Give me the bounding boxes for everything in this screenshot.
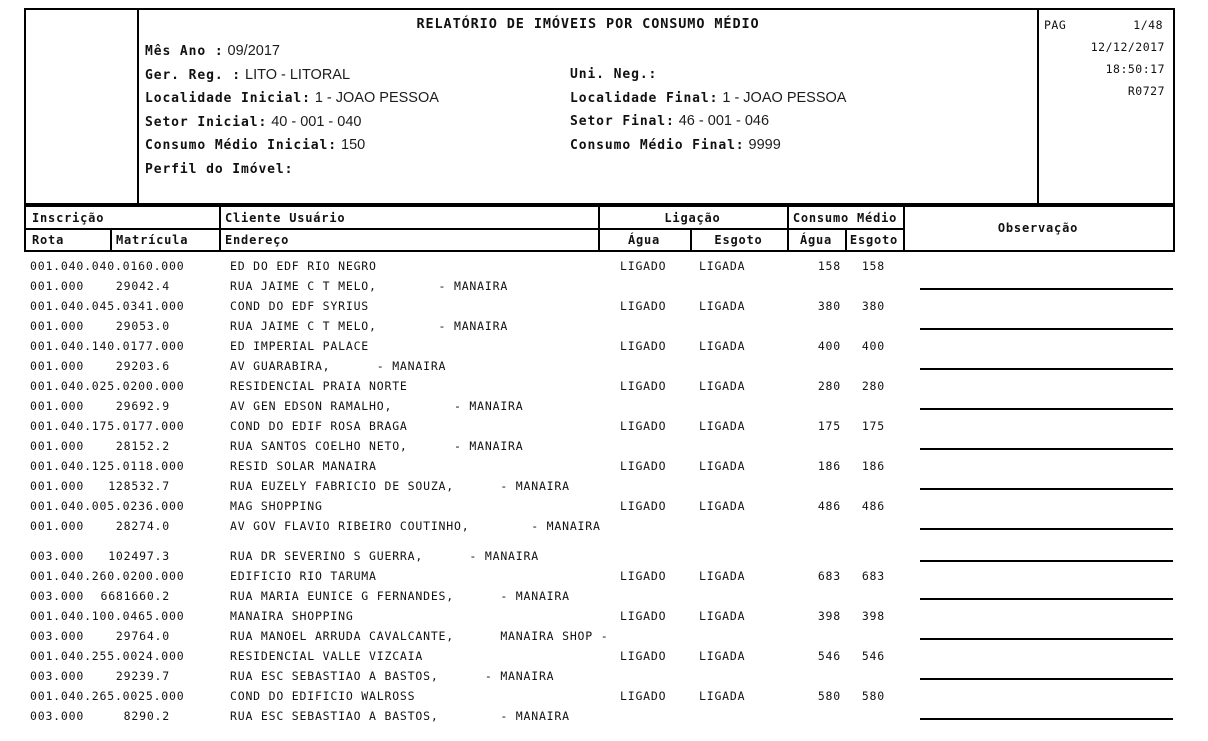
cell-endereco: RUA JAIME C T MELO, - MANAIRA [230,319,509,333]
page-number: 1/48 [1133,18,1163,32]
cell-endereco: AV GOV FLAVIO RIBEIRO COUTINHO, - MANAIRA [230,519,601,533]
cell-cliente: EDIFICIO RIO TARUMA [230,569,377,583]
filter-value [293,161,297,177]
table-record [24,416,1175,456]
filter-label: Setor Inicial: [145,114,268,130]
cell-consumo-agua: 175 [817,419,841,433]
cell-ligacao-esgoto: LIGADA [699,689,746,703]
filter-row [570,61,846,85]
cell-cliente: COND DO EDF SYRIUS [230,299,370,313]
cell-ligacao-agua: LIGADO [620,259,667,273]
cell-ligacao-agua: LIGADO [620,569,667,583]
cell-cliente: MANAIRA SHOPPING [230,609,354,623]
filter-label: Perfil do Imóvel: [145,161,294,177]
table-body [24,256,1175,726]
observacao-writing-line [920,288,1173,290]
page-label: PAG [1044,18,1067,32]
record-line-main [24,336,1175,356]
table-record [24,376,1175,416]
record-line-main [24,646,1175,666]
record-line-address [24,516,1175,536]
observacao-writing-line [920,528,1173,530]
cell-ligacao-esgoto: LIGADA [699,299,746,313]
filter-row [570,85,846,109]
cell-consumo-esgoto: 175 [861,419,885,433]
cell-inscricao: 001.040.125.0118.000 [30,459,185,473]
cell-endereco: RUA EUZELY FABRICIO DE SOUZA, - MANAIRA [230,479,570,493]
cell-cliente: ED DO EDF RIO NEGRO [230,259,377,273]
cell-ligacao-esgoto: LIGADA [699,569,746,583]
cell-matricula: 29692.9 [115,399,170,413]
cell-consumo-esgoto: 580 [861,689,885,703]
record-line-address [24,436,1175,456]
filter-label: Setor Final: [570,114,675,130]
cell-endereco: RUA ESC SEBASTIAO A BASTOS, - MANAIRA [230,669,555,683]
record-line-main [24,256,1175,276]
cell-inscricao: 001.040.025.0200.000 [30,379,185,393]
table-record [24,336,1175,376]
cell-consumo-esgoto: 400 [861,339,885,353]
cell-rota: 001.000 [30,519,85,533]
cell-consumo-agua: 486 [817,499,841,513]
cell-ligacao-agua: LIGADO [620,689,667,703]
cell-consumo-agua: 683 [817,569,841,583]
header-consumo-agua: Água [799,233,833,247]
report-time: 18:50:17 [1105,62,1165,76]
cell-endereco: AV GEN EDSON RAMALHO, - MANAIRA [230,399,524,413]
cell-rota: 001.000 [30,399,85,413]
cell-ligacao-agua: LIGADO [620,379,667,393]
cell-ligacao-agua: LIGADO [620,339,667,353]
filter-label: Uni. Neg.: [570,67,658,82]
observacao-writing-line [920,368,1173,370]
cell-matricula: 29042.4 [115,279,170,293]
record-line-address [24,396,1175,416]
filter-label: Localidade Inicial: [145,91,311,107]
observacao-writing-line [920,638,1173,640]
record-line-address [24,586,1175,606]
cell-matricula: 28274.0 [115,519,170,533]
cell-inscricao: 001.040.265.0025.000 [30,689,185,703]
cell-inscricao: 001.040.005.0236.000 [30,499,185,513]
record-line-address [24,356,1175,376]
cell-ligacao-esgoto: LIGADA [699,499,746,513]
filter-row [570,108,846,132]
header-matricula: Matrícula [116,233,189,247]
cell-consumo-esgoto: 186 [861,459,885,473]
cell-ligacao-agua: LIGADO [620,459,667,473]
filter-label: Consumo Médio Inicial: [145,138,337,154]
cell-consumo-agua: 280 [817,379,841,393]
cell-endereco: AV GUARABIRA, - MANAIRA [230,359,447,373]
page-info [1039,14,1175,102]
cell-rota: 003.000 [30,589,85,603]
cell-inscricao: 001.040.040.0160.000 [30,259,185,273]
observacao-writing-line [920,408,1173,410]
cell-consumo-agua: 580 [817,689,841,703]
record-line-main [24,496,1175,516]
filter-value: 1 - JOAO PESSOA [722,89,847,106]
table-record [24,646,1175,686]
header-rota: Rota [32,233,65,247]
cell-consumo-esgoto: 280 [861,379,885,393]
observacao-writing-line [920,598,1173,600]
header-consumo-medio: Consumo Médio [792,211,898,225]
record-line-address [24,626,1175,646]
cell-consumo-agua: 380 [817,299,841,313]
page-title: RELATÓRIO DE IMÓVEIS POR CONSUMO MÉDIO [416,16,760,32]
table-record [24,686,1175,726]
record-line-address [24,276,1175,296]
cell-matricula: 29053.0 [115,319,170,333]
cell-matricula: 128532.7 [108,479,170,493]
cell-endereco: RUA JAIME C T MELO, - MANAIRA [230,279,509,293]
cell-consumo-esgoto: 398 [861,609,885,623]
cell-rota: 001.000 [30,359,85,373]
record-line-address [24,706,1175,726]
filters-right [570,61,846,155]
header-ligacao: Ligação [664,211,721,225]
filter-value: 09/2017 [227,43,280,59]
cell-inscricao: 001.040.260.0200.000 [30,569,185,583]
cell-consumo-esgoto: 683 [861,569,885,583]
cell-ligacao-agua: LIGADO [620,499,667,513]
report-header [24,8,1175,205]
cell-matricula: 29239.7 [115,669,170,683]
cell-ligacao-esgoto: LIGADA [699,379,746,393]
cell-endereco: RUA MANOEL ARRUDA CAVALCANTE, MANAIRA SHOP - [230,629,609,643]
header-inscricao: Inscrição [32,211,105,225]
table-header [24,205,1175,252]
report-code: R0727 [1127,84,1165,98]
table-record [24,456,1175,496]
observacao-writing-line [920,328,1173,330]
filters-left [145,38,439,180]
filter-value: 1 - JOAO PESSOA [314,90,439,107]
cell-consumo-esgoto: 486 [861,499,885,513]
cell-cliente: MAG SHOPPING [230,499,323,513]
observacao-writing-line [920,448,1173,450]
cell-consumo-agua: 546 [817,649,841,663]
cell-inscricao: 001.040.100.0465.000 [30,609,185,623]
cell-matricula: 29764.0 [115,629,170,643]
cell-rota: 003.000 [30,549,85,563]
cell-inscricao: 001.040.045.0341.000 [30,299,185,313]
cell-ligacao-agua: LIGADO [620,299,667,313]
filter-value: 40 - 001 - 040 [271,113,362,130]
cell-endereco: RUA SANTOS COELHO NETO, - MANAIRA [230,439,524,453]
header-ligacao-esgoto: Esgoto [714,233,763,247]
cell-cliente: RESIDENCIAL VALLE VIZCAIA [230,649,424,663]
table-record [24,256,1175,296]
filter-value: LITO - LITORAL [245,66,351,83]
observacao-writing-line [920,718,1173,720]
report-date: 12/12/2017 [1090,40,1165,54]
cell-ligacao-esgoto: LIGADA [699,339,746,353]
header-endereco: Endereço [225,233,290,247]
cell-matricula: 8290.2 [123,709,170,723]
cell-inscricao: 001.040.175.0177.000 [30,419,185,433]
record-line-main [24,416,1175,436]
filter-value: 46 - 001 - 046 [678,113,770,130]
filter-label: Consumo Médio Final: [570,137,745,153]
cell-consumo-agua: 186 [817,459,841,473]
table-record [24,546,1175,566]
observacao-writing-line [920,560,1173,562]
table-record [24,606,1175,646]
table-record [24,296,1175,336]
cell-rota: 001.000 [30,319,85,333]
filter-label: Ger. Reg. : [145,67,241,83]
cell-cliente: COND DO EDIFICIO WALROSS [230,689,416,703]
cell-ligacao-esgoto: LIGADA [699,609,746,623]
record-line-main [24,606,1175,626]
cell-consumo-agua: 398 [817,609,841,623]
cell-inscricao: 001.040.255.0024.000 [30,649,185,663]
record-line-main [24,456,1175,476]
record-line-address [24,316,1175,336]
cell-consumo-agua: 158 [817,259,841,273]
filter-value [657,66,661,82]
filter-row [145,38,439,62]
header-observacao: Observação [997,221,1079,235]
record-line-main [24,376,1175,396]
observacao-writing-line [920,678,1173,680]
cell-rota: 001.000 [30,279,85,293]
cell-matricula: 28152.2 [115,439,170,453]
cell-ligacao-esgoto: LIGADA [699,459,746,473]
filter-row [570,132,846,156]
filter-value: 9999 [748,136,781,153]
record-line-main [24,566,1175,586]
observacao-writing-line [920,488,1173,490]
record-line-address [24,546,1175,566]
cell-consumo-agua: 400 [817,339,841,353]
header-consumo-esgoto: Esgoto [849,233,899,247]
cell-cliente: ED IMPERIAL PALACE [230,339,370,353]
cell-ligacao-esgoto: LIGADA [699,259,746,273]
cell-ligacao-agua: LIGADO [620,649,667,663]
cell-rota: 003.000 [30,709,85,723]
header-ligacao-agua: Água [627,233,661,247]
cell-cliente: RESIDENCIAL PRAIA NORTE [230,379,408,393]
cell-endereco: RUA DR SEVERINO S GUERRA, - MANAIRA [230,549,539,563]
cell-rota: 001.000 [30,439,85,453]
record-line-main [24,296,1175,316]
cell-consumo-esgoto: 380 [861,299,885,313]
cell-rota: 001.000 [30,479,85,493]
table-record [24,566,1175,606]
record-line-address [24,666,1175,686]
filter-label: Mês Ano : [145,44,224,59]
cell-ligacao-agua: LIGADO [620,419,667,433]
cell-ligacao-esgoto: LIGADA [699,419,746,433]
filter-row [145,109,439,133]
cell-consumo-esgoto: 158 [861,259,885,273]
header-cliente-usuario: Cliente Usuário [225,211,346,225]
cell-endereco: RUA ESC SEBASTIAO A BASTOS, - MANAIRA [230,709,570,723]
col-divider [110,228,112,250]
cell-inscricao: 001.040.140.0177.000 [30,339,185,353]
cell-cliente: RESID SOLAR MANAIRA [230,459,377,473]
cell-rota: 003.000 [30,629,85,643]
cell-rota: 003.000 [30,669,85,683]
cell-consumo-esgoto: 546 [861,649,885,663]
filter-row [145,132,439,156]
cell-matricula: 102497.3 [108,549,170,563]
filter-row [145,85,439,109]
cell-cliente: COND DO EDIF ROSA BRAGA [230,419,408,433]
cell-matricula: 6681660.2 [100,589,170,603]
header-divider-logo [137,10,139,203]
record-line-address [24,476,1175,496]
cell-ligacao-esgoto: LIGADA [699,649,746,663]
cell-endereco: RUA MARIA EUNICE G FERNANDES, - MANAIRA [230,589,570,603]
record-line-main [24,686,1175,706]
cell-matricula: 29203.6 [115,359,170,373]
filter-label: Localidade Final: [570,90,719,106]
cell-ligacao-agua: LIGADO [620,609,667,623]
filter-row [145,156,439,180]
table-record [24,496,1175,536]
filter-value: 150 [341,137,366,154]
filter-row [145,62,439,86]
